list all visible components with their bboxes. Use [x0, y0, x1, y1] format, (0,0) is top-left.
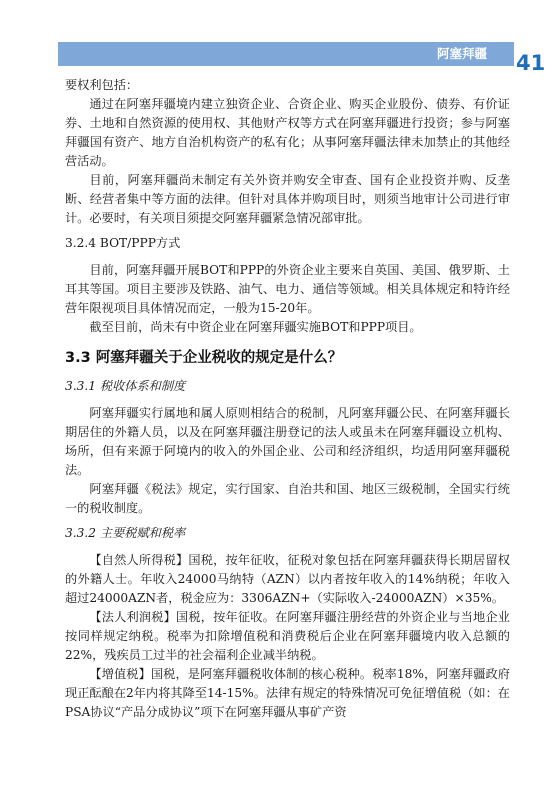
bot-paragraph-1: 目前，阿塞拜疆开展BOT和PPP的外资企业主要来自英国、美国、俄罗斯、土耳其等国。项目主要涉及铁路、油气、电力、通信等领域。相关具体规定和特许经营年限视项目具体情况而定，一般为15-20年。	[65, 263, 510, 315]
page-number: 41	[516, 51, 546, 75]
tax-system-heading: 3.3.1 税收体系和制度	[65, 379, 186, 393]
rights-paragraph-1: 通过在阿塞拜疆境内建立独资企业、合资企业、购买企业股份、债券、有价证券、土地和自然资源的使用权、其他财产权等方式在阿塞拜疆进行投资；参与阿塞拜疆国有资产、地方自治机构资产的私有化；从事阿塞拜疆法律未加禁止的其他经营活动。	[65, 97, 510, 168]
page-content	[65, 76, 510, 722]
tax-system-paragraph-2: 阿塞拜疆《税法》规定，实行国家、自治共和国、地区三级税制，全国实行统一的税收制度。	[65, 482, 510, 515]
section-heading-3-3: 3.3 阿塞拜疆关于企业税收的规定是什么？	[65, 350, 343, 366]
bot-heading: 3.2.4 BOT/PPP方式	[65, 236, 181, 250]
corporate-profit-tax-paragraph: 【法人利润税】国税，按年征收。在阿塞拜疆注册经营的外资企业与当地企业按同样规定纳税。税率为扣除增值税和消费税后企业在阿塞拜疆境内收入总额的22%，残疾员工过半的社会福利企业减半纳税。	[65, 610, 510, 662]
header-title: 阿塞拜疆	[437, 46, 488, 61]
vat-paragraph: 【增值税】国税，是阿塞拜疆税收体制的核心税种。税率18%，阿塞拜疆政府现正酝酿在2年内将其降至14-15%。法律有规定的特殊情况可免征增值税（如：在PSA协议“产品分成协议”项下在阿塞拜疆从事矿产资	[65, 667, 510, 719]
rights-paragraph-2: 目前，阿塞拜疆尚未制定有关外资并购安全审查、国有企业投资并购、反垄断、经营者集中等方面的法律。但针对具体并购项目时，则须当地审计公司进行审计。必要时，有关项目须提交阿塞拜疆紧急情况部审批。	[65, 173, 510, 225]
tax-system-paragraph-1: 阿塞拜疆实行属地和属人原则相结合的税制，凡阿塞拜疆公民、在阿塞拜疆长期居住的外籍人员，以及在阿塞拜疆注册登记的法人或虽未在阿塞拜疆设立机构、场所，但有来源于阿境内的收入的外国企业、公司和经济组织，均适用阿塞拜疆税法。	[65, 406, 510, 477]
main-taxes-heading: 3.3.2 主要税赋和税率	[65, 526, 186, 540]
personal-income-tax-paragraph: 【自然人所得税】国税，按年征收，征税对象包括在阿塞拜疆获得长期居留权的外籍人士。年收入24000马纳特（AZN）以内者按年收入的14%纳税；年收入超过24000AZN者，税金应为：3306AZN+（实际收入-24000AZN）×35%。	[65, 553, 510, 605]
rights-label: 要权利包括：	[65, 78, 139, 92]
bot-paragraph-2: 截至目前，尚未有中资企业在阿塞拜疆实施BOT和PPP项目。	[89, 320, 422, 334]
